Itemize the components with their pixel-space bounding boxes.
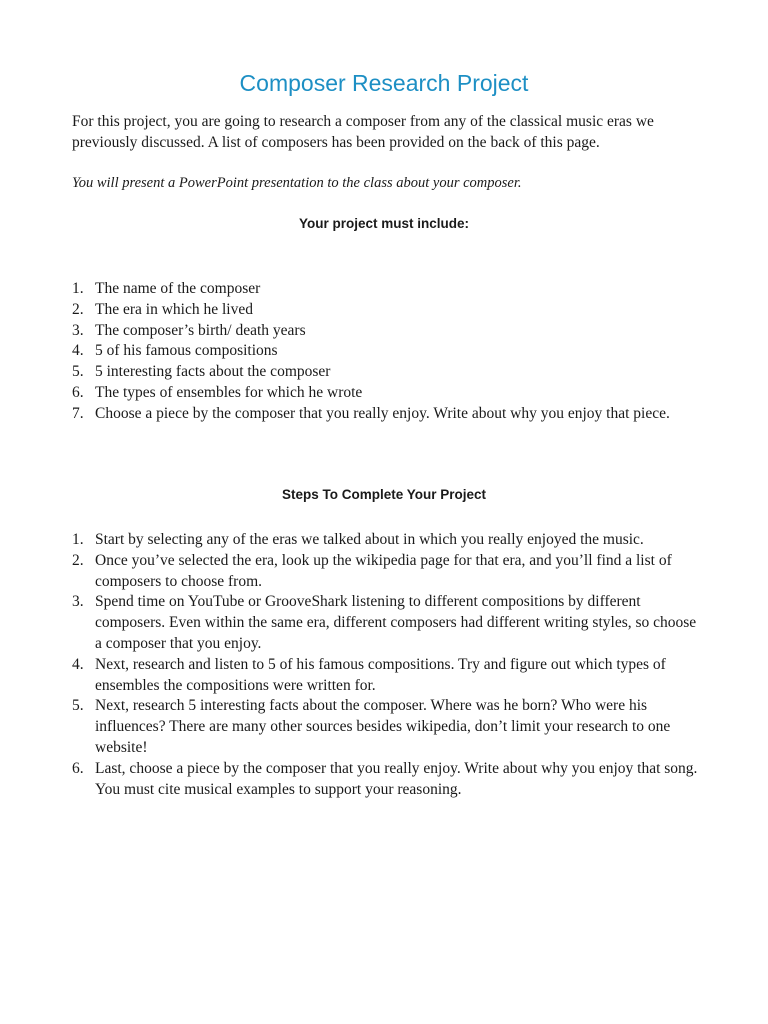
steps-list [72,530,702,800]
include-list [72,279,702,425]
list-item-number: 3. [72,321,84,339]
list-item-text: Next, research and listen to 5 of his famous compositions. Try and figure out which types of ensembles the compositions were written for. [95,655,666,694]
list-item-number: 1. [72,531,84,548]
steps-heading: Steps To Complete Your Project [281,487,487,502]
intro-paragraph: For this project, you are going to research a composer from any of the classical music eras we previously discussed. A list of composers has been provided on the back of this page. [72,113,654,151]
list-item-number: 5. [72,363,84,381]
list-item-number: 4. [72,342,84,360]
list-item-number: 6. [72,759,84,777]
list-item [72,404,702,425]
include-heading: Your project must include: [298,216,469,231]
list-item-number: 4. [72,655,84,673]
list-item [72,551,702,593]
page-title: Composer Research Project [239,70,529,96]
list-item [72,759,702,801]
list-item [72,655,702,697]
list-item-text: Start by selecting any of the eras we talked about in which you really enjoyed the music. [95,531,644,548]
list-item-text: Next, research 5 interesting facts about the composer. Where was he born? Who were his influences? There are many other sources besides wikipedia, don’t limit your research to one website! [95,697,671,756]
presentation-note: You will present a PowerPoint presentation to the class about your composer. [72,175,522,191]
list-item-text: Choose a piece by the composer that you really enjoy. Write about why you enjoy that piece. [95,404,670,422]
list-item-number: 7. [72,404,84,422]
list-item-number: 5. [72,697,84,715]
list-item [72,300,702,321]
list-item-text: The types of ensembles for which he wrote [95,383,363,401]
list-item-text: Spend time on YouTube or GrooveShark listening to different compositions by different composers. Even within the same era, different composers had different writing styles, so choose a composer that you enjoy. [95,593,697,652]
list-item [72,530,702,551]
list-item [72,362,702,383]
list-item-text: The era in which he lived [95,300,253,318]
list-item-number: 2. [72,551,84,569]
list-item-text: 5 of his famous compositions [95,342,278,360]
list-item [72,592,702,654]
list-item [72,696,702,758]
list-item-text: The name of the composer [95,280,261,297]
list-item-text: Last, choose a piece by the composer that you really enjoy. Write about why you enjoy that song. You must cite musical examples to support your reasoning. [95,759,698,798]
list-item [72,341,702,362]
list-item-text: 5 interesting facts about the composer [95,363,331,381]
list-item-number: 6. [72,383,84,401]
list-item-number: 2. [72,300,84,318]
list-item [72,321,702,342]
list-item [72,383,702,404]
list-item-number: 3. [72,593,84,611]
list-item [72,279,702,300]
list-item-text: The composer’s birth/ death years [95,321,306,339]
list-item-text: Once you’ve selected the era, look up the wikipedia page for that era, and you’ll find a list of composers to choose from. [95,551,672,590]
list-item-number: 1. [72,280,84,297]
